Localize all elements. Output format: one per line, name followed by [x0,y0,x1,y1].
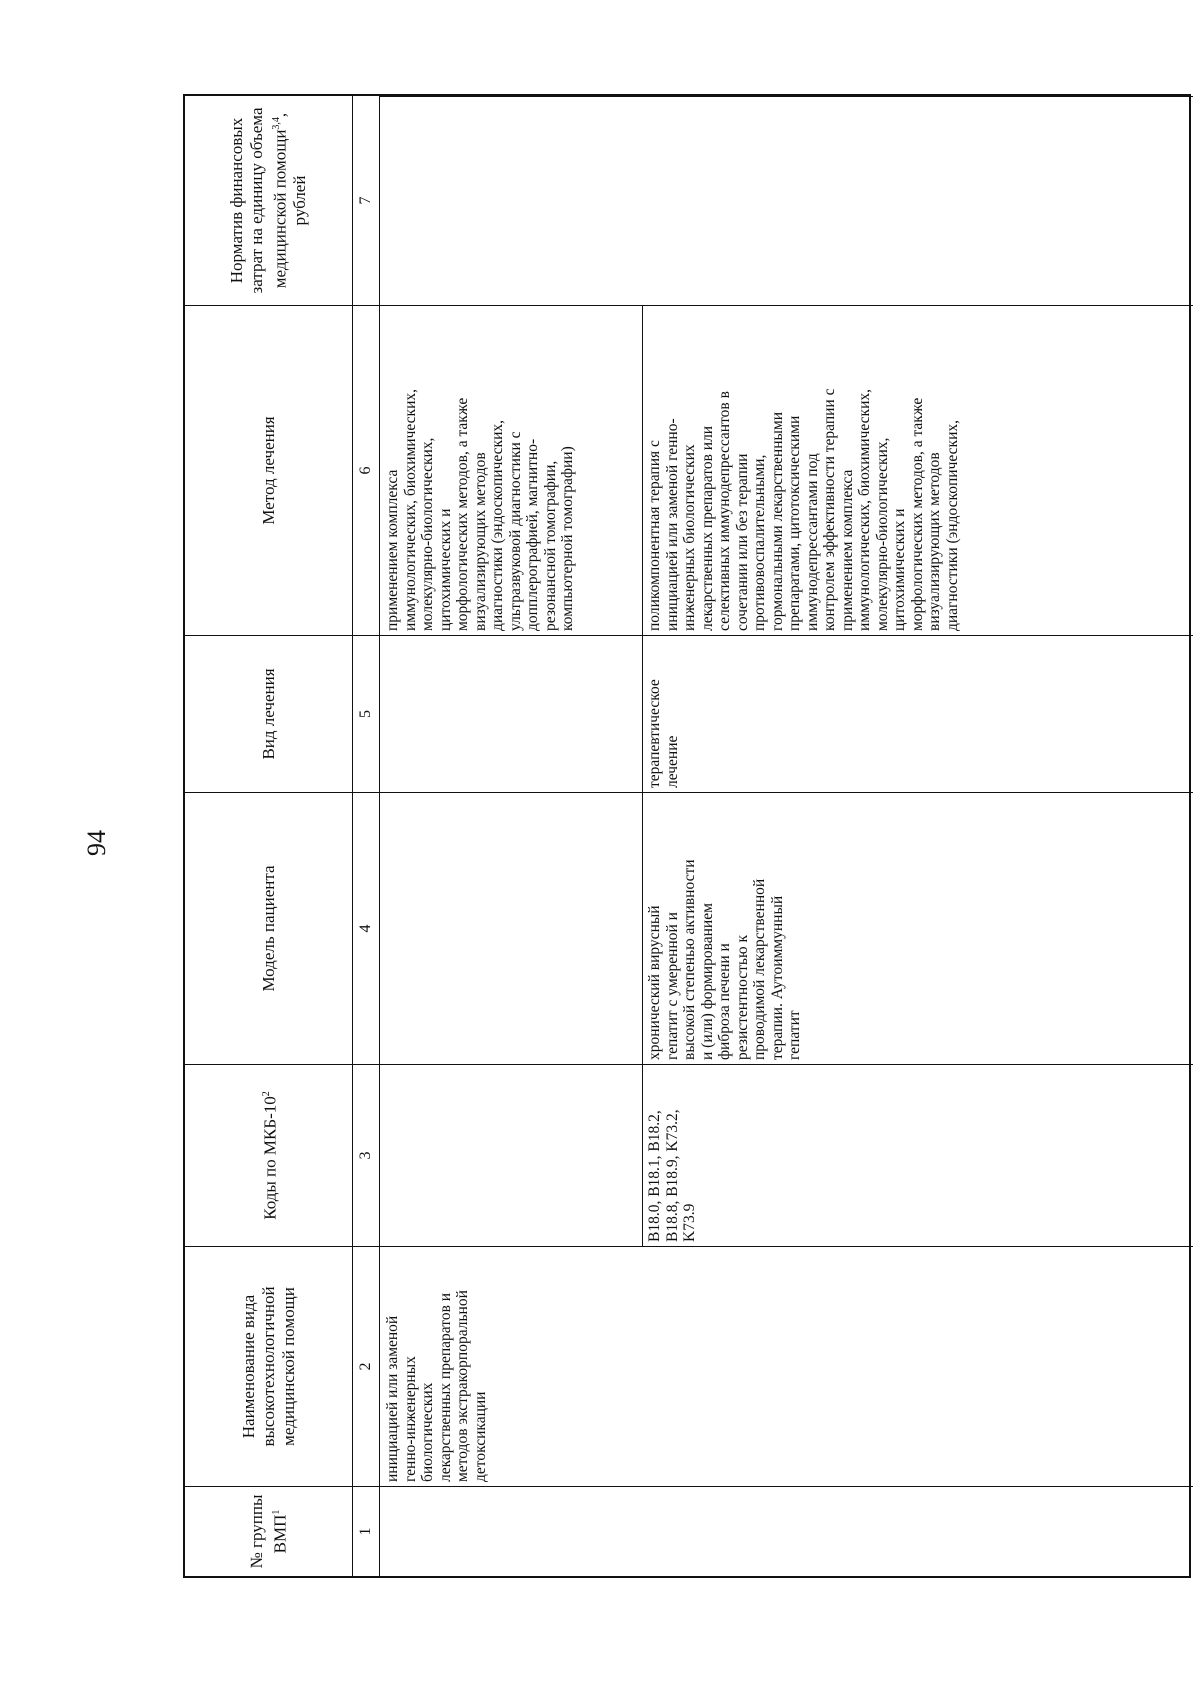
column-number-row [352,96,380,1576]
cell-line: инициацией или заменой [384,1315,401,1482]
cell-line: фиброза печени и [716,943,733,1060]
header-treatment-type: Вид лечения [185,635,352,792]
cell-line: поликомпонентная терапия с [646,440,663,631]
cell-line: иммунологических, биохимических, [401,389,419,631]
column-number: 2 [353,1246,379,1486]
cell-line: хронический вирусный [646,905,663,1060]
row1-treatment-type-cell [380,635,642,792]
cell-line: препаратами, цитотоксическими [786,415,803,631]
page-number: 94 [82,830,111,856]
row1-vmp-name-cell [380,1246,1193,1486]
cell-line: компьютерной томографии) [559,446,576,631]
column-number: 3 [353,1064,379,1246]
cell-line: инициацией или заменой генно- [663,418,681,631]
cell-line: гормональными лекарственными [768,411,786,631]
cell-line: ультразвуковой диагностики с [506,431,524,631]
row2-icd-codes-cell [642,1064,1193,1246]
cell-line: резонансной томографии, [541,460,559,631]
cell-line: резистентностью к [733,935,751,1060]
cell-line: B18.0, B18.1, B18.2, [646,1110,663,1242]
cell-line: высокой степенью активности [681,859,698,1060]
cell-line: противовоспалительными, [751,454,768,631]
header-treatment-method: Метод лечения [185,305,352,635]
row1-cost-norm-cell [380,96,1193,305]
cell-line: селективных иммунодепрессантов в [716,391,733,631]
column-number: 5 [353,635,379,792]
cell-line: иммунологических, биохимических, [856,389,873,631]
cell-line: гепатит с умеренной и [663,912,681,1060]
cell-line: биологических [419,1382,436,1482]
cell-line: иммунодепрессантами под [803,453,821,631]
cell-line: морфологических методов, а также [454,397,471,631]
row1-treatment-method-cell [380,305,642,635]
header-patient-model: Модель пациента [185,792,352,1064]
cell-line: методов экстракорпоральной [454,1290,471,1482]
cell-line: визуализирующих методов [471,452,489,631]
cell-line: сочетании или без терапии [733,453,751,631]
cell-line: терапевтическое [646,679,663,788]
vmp-table [183,94,1191,1578]
table-header [185,96,352,1576]
column-number: 4 [353,792,379,1064]
cell-line: лекарственных препаратов или [698,425,716,631]
row1-icd-codes-cell [380,1064,642,1246]
cell-line: применением комплекса [838,469,856,631]
cell-line: морфологических методов, а также [908,397,926,631]
cell-line: проводимой лекарственной [751,878,768,1060]
cell-line: цитохимических и [436,508,454,631]
cell-line: диагностики (эндоскопических, [489,420,506,631]
header-cost-norm: Норматив финансовых затрат на единицу объема медицинской помощи$^{3,4}$, рублей [226,107,310,294]
cell-line: молекулярно-биологических, [873,437,891,631]
cell-line: визуализирующих методов [926,452,943,631]
cell-line: цитохимических и [891,508,908,631]
cell-line: допплерографией, магнитно- [524,438,541,631]
cell-line: инженерных биологических [681,444,698,631]
row1-patient-model-cell [380,792,642,1064]
header-vmp-name: Наименование вида высокотехнологичной медицинской помощи [185,1246,352,1486]
cell-line: диагностики (эндоскопических, [943,420,961,631]
cell-line: и (или) формированием [698,903,716,1060]
cell-line: контролем эффективности терапии с [821,388,838,631]
cell-line: применением комплекса [384,469,401,631]
cell-line: генно-инженерных [401,1356,419,1482]
cell-line: K73.9 [681,1203,698,1242]
row2-treatment-type-cell [642,635,1193,792]
cell-line: B18.8, B18.9, K73.2, [663,1109,681,1242]
column-number: 6 [353,305,379,635]
row2-treatment-method-cell [642,305,1193,635]
cell-line: гепатит [786,1010,803,1060]
column-number: 7 [357,196,374,205]
row2-patient-model-cell [642,792,1193,1064]
column-number: 1 [353,1486,379,1576]
cell-line: лекарственных препаратов и [436,1292,454,1482]
cell-line: детоксикации [471,1391,489,1482]
header-group-number: № группы ВМП$^1$ [185,1486,352,1576]
header-icd-codes: Коды по МКБ-$10^2$ [185,1064,352,1246]
row1-group-number-cell [380,1486,1193,1576]
cell-line: лечение [663,735,681,788]
cell-line: терапии. Аутоиммунный [768,895,786,1060]
cell-line: молекулярно-биологических, [419,437,436,631]
